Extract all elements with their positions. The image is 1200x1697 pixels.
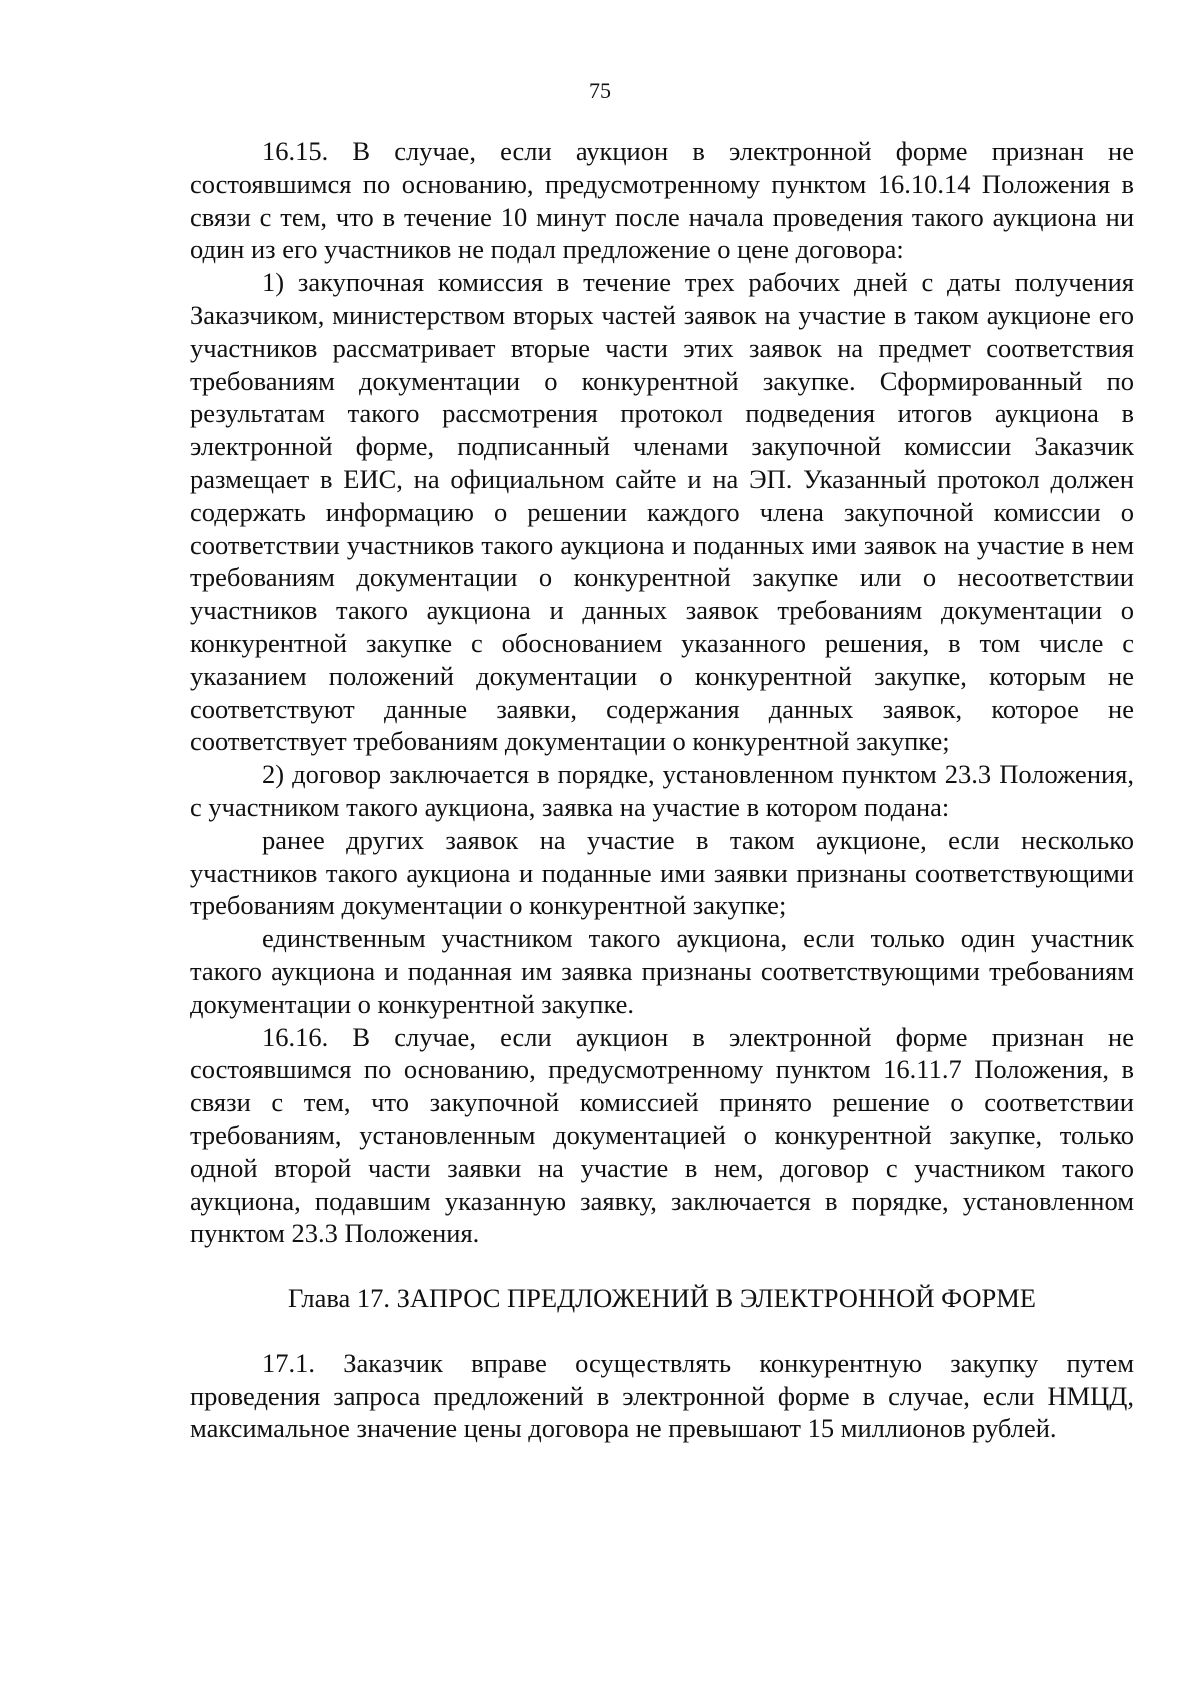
paragraph-16-15-item-2-case-b: единственным участником такого аукциона, если только один участник такого аукциона и поданная им заявка признаны соответствующими требованиям документации о конкурентной закупке. xyxy=(190,923,1134,1019)
paragraph-17-1: 17.1. Заказчик вправе осуществлять конкурентную закупку путем проведения запроса предложений в электронной форме в случае, если НМЦД, максимальное значение цены договора не превышают 15 миллионов рублей. xyxy=(190,1347,1134,1444)
chapter-17-heading: Глава 17. ЗАПРОС ПРЕДЛОЖЕНИЙ В ЭЛЕКТРОННОЙ ФОРМЕ xyxy=(288,1283,1036,1314)
page-number: 75 xyxy=(589,78,611,103)
paragraph-16-15-item-2: 2) договор заключается в порядке, установленном пунктом 23.3 Положения, с участником такого аукциона, заявка на участие в котором подана: xyxy=(190,759,1134,822)
paragraph-16-16: 16.16. В случае, если аукцион в электронной форме признан не состоявшимся по основанию, предусмотренному пунктом 16.11.7 Положения, в связи с тем, что закупочной комиссией принято решение о соответствии требованиям, установленным документацией о конкурентной закупке, только одной второй части заявки на участие в нем, договор с участником такого аукциона, подавшим указанную заявку, заключается в порядке, установленном пунктом 23.3 Положения. xyxy=(190,1021,1134,1249)
paragraph-16-15-item-1: 1) закупочная комиссия в течение трех рабочих дней с даты получения Заказчиком, министерством вторых частей заявок на участие в таком аукционе его участников рассматривает вторые части этих заявок на предмет соответствия требованиям документации о конкурентной закупке. Сформированный по результатам такого рассмотрения протокол подведения итогов аукциона в электронной форме, подписанный членами закупочной комиссии Заказчик размещает в ЕИС, на официальном сайте и на ЭП. Указанный протокол должен содержать информацию о решении каждого члена закупочной комиссии о соответствии участников такого аукциона и поданных ими заявок на участие в нем требованиям документации о конкурентной закупке или о несоответствии участников такого аукциона и данных заявок требованиям документации о конкурентной закупке с обоснованием указанного решения, в том числе с указанием положений документации о конкурентной закупке, которым не соответствуют данные заявки, содержания данных заявок, которое не соответствует требованиям документации о конкурентной закупке; xyxy=(190,267,1134,757)
page-content xyxy=(190,135,1134,1445)
paragraph-16-15: 16.15. В случае, если аукцион в электронной форме признан не состоявшимся по основанию, предусмотренному пунктом 16.10.14 Положения в связи с тем, что в течение 10 минут после начала проведения такого аукциона ни один из его участников не подал предложение о цене договора: xyxy=(190,136,1134,265)
paragraph-16-15-item-2-case-a: ранее других заявок на участие в таком аукционе, если несколько участников такого аукциона и поданные ими заявки признаны соответствующими требованиям документации о конкурентной закупке; xyxy=(190,824,1134,921)
